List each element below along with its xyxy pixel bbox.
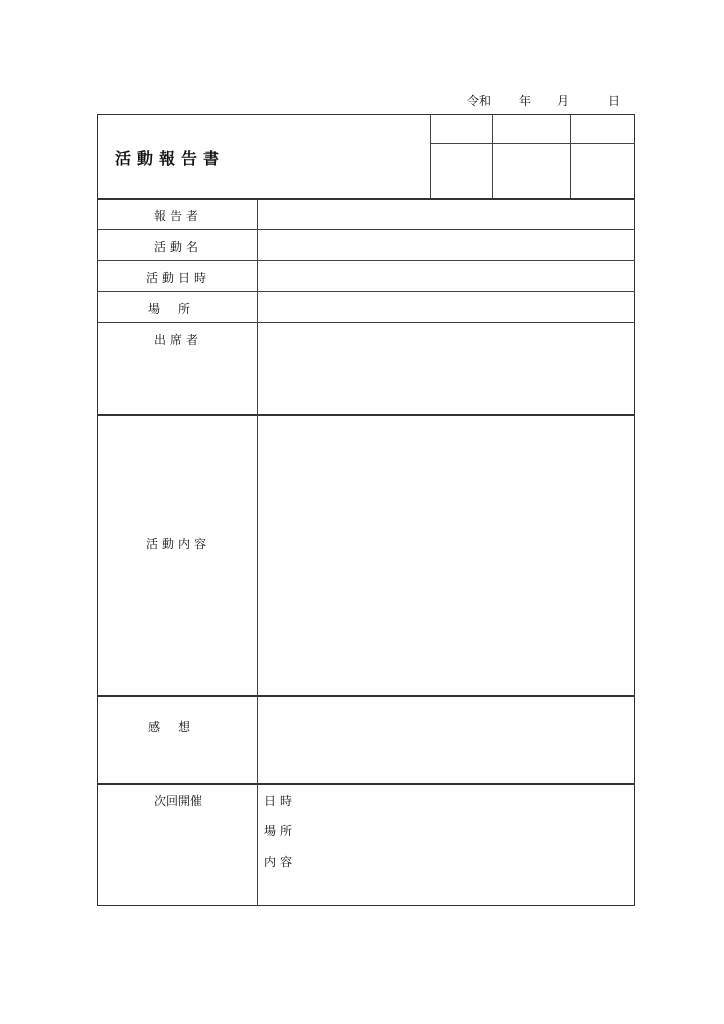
next-meeting-place-label: 場所 — [264, 824, 297, 838]
row-line-1 — [97, 229, 635, 230]
reporter-label: 報告者 — [153, 209, 202, 223]
stamp-divider-2 — [492, 114, 493, 198]
activity-name-label: 活動名 — [153, 240, 202, 254]
stamp-divider-1 — [430, 114, 431, 198]
row-line-5 — [97, 414, 635, 416]
activity-content-label: 活動内容 — [145, 537, 210, 551]
stamp-header-line — [430, 143, 635, 144]
next-meeting-datetime-label: 日時 — [264, 794, 297, 808]
impressions-label: 感想 — [147, 720, 208, 734]
next-meeting-label: 次回開催 — [153, 794, 202, 808]
row-line-2 — [97, 260, 635, 261]
stamp-divider-3 — [570, 114, 571, 198]
month-label: 月 — [557, 94, 570, 108]
next-meeting-content-label: 内容 — [264, 855, 297, 869]
attendees-label: 出席者 — [153, 333, 202, 347]
row-line-title-bottom — [97, 198, 635, 200]
activity-datetime-label: 活動日時 — [145, 271, 210, 285]
era-label: 令和 — [467, 94, 492, 108]
year-label: 年 — [519, 94, 532, 108]
report-form-frame — [97, 114, 635, 906]
place-label: 場所 — [147, 302, 208, 316]
form-title: 活動報告書 — [115, 149, 226, 168]
row-line-4 — [97, 322, 635, 323]
row-line-3 — [97, 291, 635, 292]
row-line-7 — [97, 783, 635, 785]
row-line-6 — [97, 695, 635, 697]
day-label: 日 — [608, 94, 621, 108]
